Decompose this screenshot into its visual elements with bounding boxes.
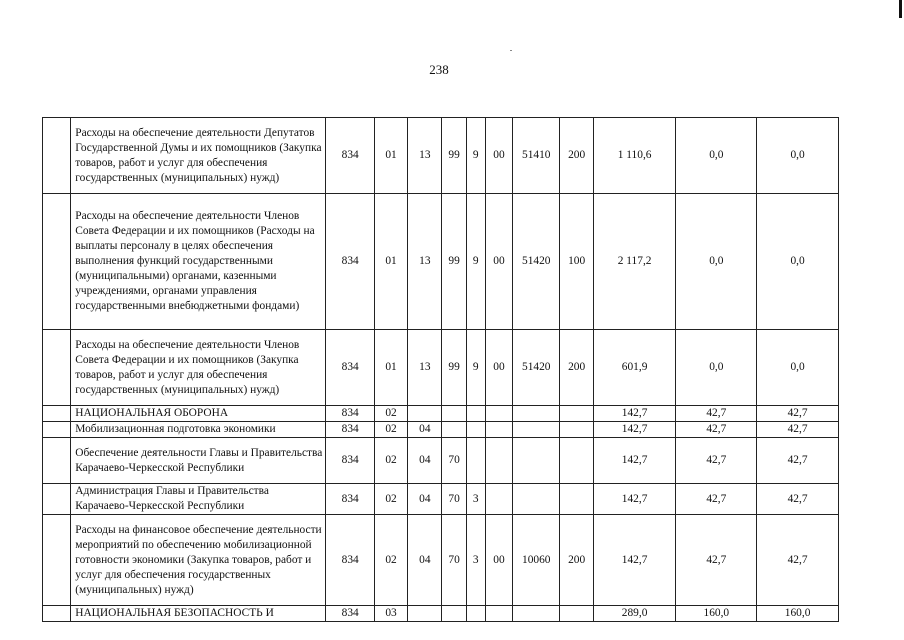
cell-value-1: 601,9 [593, 330, 676, 406]
cell-code4: 51420 [513, 194, 560, 330]
cell-vr: 100 [560, 194, 593, 330]
cell-grbs: 834 [326, 484, 374, 515]
cell-code3: 00 [485, 515, 512, 606]
row-name: Расходы на обеспечение деятельности Депутатов Государственной Думы и их помощников (Закупка товаров, работ и услуг для обеспечения государственных (муниципальных) нужд) [71, 118, 326, 194]
cell-grbs: 834 [326, 515, 374, 606]
cell-value-3: 160,0 [757, 606, 839, 622]
cell-code4 [513, 438, 560, 484]
cell-value-1: 142,7 [593, 406, 676, 422]
row-number-cell [43, 118, 71, 194]
cell-value-3: 0,0 [757, 330, 839, 406]
cell-value-2: 42,7 [676, 515, 757, 606]
row-name: Администрация Главы и Правительства Карачаево-Черкесской Республики [71, 484, 326, 515]
cell-value-2: 0,0 [676, 194, 757, 330]
cell-pr: 04 [408, 422, 442, 438]
cell-code3: 00 [485, 330, 512, 406]
cell-rz: 01 [374, 330, 407, 406]
cell-code4 [513, 606, 560, 622]
table-row [43, 484, 839, 515]
cell-value-3: 42,7 [757, 484, 839, 515]
cell-code1 [442, 606, 466, 622]
cell-value-2: 42,7 [676, 484, 757, 515]
cell-rz: 02 [374, 515, 407, 606]
cell-code2: 9 [466, 330, 485, 406]
cell-code2: 9 [466, 194, 485, 330]
cell-value-3: 42,7 [757, 438, 839, 484]
cell-code4: 51420 [513, 330, 560, 406]
cell-vr: 200 [560, 118, 593, 194]
cell-value-1: 1 110,6 [593, 118, 676, 194]
cell-value-3: 0,0 [757, 194, 839, 330]
row-name: Расходы на обеспечение деятельности Членов Совета Федерации и их помощников (Закупка товаров, работ и услуг для обеспечения государственных (муниципальных) нужд) [71, 330, 326, 406]
cell-code3 [485, 484, 512, 515]
cell-value-1: 289,0 [593, 606, 676, 622]
cell-pr: 04 [408, 484, 442, 515]
cell-code4: 51410 [513, 118, 560, 194]
cell-code2 [466, 422, 485, 438]
row-name: Расходы на финансовое обеспечение деятельности мероприятий по обеспечению мобилизационной готовности экономики (Закупка товаров, работ и услуг для обеспечения государственных (муниципальных) нужд) [71, 515, 326, 606]
cell-code2 [466, 406, 485, 422]
table-row [43, 422, 839, 438]
table-row [43, 438, 839, 484]
cell-code1: 70 [442, 438, 466, 484]
cell-grbs: 834 [326, 194, 374, 330]
cell-rz: 02 [374, 406, 407, 422]
cell-code4 [513, 406, 560, 422]
cell-vr [560, 438, 593, 484]
cell-value-3: 42,7 [757, 422, 839, 438]
cell-pr [408, 406, 442, 422]
table-row [43, 330, 839, 406]
cell-grbs: 834 [326, 330, 374, 406]
cell-pr: 04 [408, 438, 442, 484]
cell-code2: 9 [466, 118, 485, 194]
cell-vr [560, 484, 593, 515]
cell-code4: 10060 [513, 515, 560, 606]
cell-vr: 200 [560, 330, 593, 406]
cell-pr: 04 [408, 515, 442, 606]
cell-code1: 70 [442, 484, 466, 515]
cell-vr: 200 [560, 515, 593, 606]
cell-value-2: 160,0 [676, 606, 757, 622]
table-row [43, 406, 839, 422]
cell-grbs: 834 [326, 606, 374, 622]
table-row [43, 606, 839, 622]
row-number-cell [43, 422, 71, 438]
row-number-cell [43, 606, 71, 622]
row-name: Обеспечение деятельности Главы и Правительства Карачаево-Черкесской Республики [71, 438, 326, 484]
cell-vr [560, 606, 593, 622]
cell-value-2: 0,0 [676, 330, 757, 406]
cell-code1: 99 [442, 118, 466, 194]
cell-code3 [485, 438, 512, 484]
row-number-cell [43, 515, 71, 606]
row-number-cell [43, 406, 71, 422]
page-number: 238 [429, 62, 449, 77]
cell-vr [560, 406, 593, 422]
cell-code3: 00 [485, 118, 512, 194]
cell-code2 [466, 438, 485, 484]
table-row [43, 194, 839, 330]
cell-code1 [442, 406, 466, 422]
cell-code4 [513, 484, 560, 515]
cell-rz: 01 [374, 118, 407, 194]
cell-code3 [485, 606, 512, 622]
cell-code3 [485, 422, 512, 438]
cell-value-2: 42,7 [676, 406, 757, 422]
cell-code2: 3 [466, 484, 485, 515]
cell-value-1: 142,7 [593, 484, 676, 515]
cell-value-3: 42,7 [757, 406, 839, 422]
row-name: НАЦИОНАЛЬНАЯ БЕЗОПАСНОСТЬ И [71, 606, 326, 622]
cell-value-3: 0,0 [757, 118, 839, 194]
cell-code3: 00 [485, 194, 512, 330]
cell-code1: 70 [442, 515, 466, 606]
cell-value-3: 42,7 [757, 515, 839, 606]
cell-value-1: 142,7 [593, 438, 676, 484]
table-row [43, 515, 839, 606]
edge-mark [899, 0, 902, 18]
cell-pr: 13 [408, 330, 442, 406]
cell-value-2: 42,7 [676, 438, 757, 484]
cell-grbs: 834 [326, 118, 374, 194]
cell-code2 [466, 606, 485, 622]
cell-rz: 02 [374, 422, 407, 438]
cell-grbs: 834 [326, 406, 374, 422]
cell-code3 [485, 406, 512, 422]
cell-value-1: 142,7 [593, 422, 676, 438]
cell-grbs: 834 [326, 438, 374, 484]
row-name: Расходы на обеспечение деятельности Членов Совета Федерации и их помощников (Расходы на выплаты персоналу в целях обеспечения выполнения функций государственными (муниципальными) органами, казенными учреждениями, органами управления государственными внебюджетными фондами) [71, 194, 326, 330]
cell-code1: 99 [442, 194, 466, 330]
scan-dot [510, 50, 512, 51]
cell-code4 [513, 422, 560, 438]
cell-grbs: 834 [326, 422, 374, 438]
row-name: Мобилизационная подготовка экономики [71, 422, 326, 438]
cell-code2: 3 [466, 515, 485, 606]
budget-table [42, 117, 839, 622]
row-number-cell [43, 484, 71, 515]
row-number-cell [43, 194, 71, 330]
cell-vr [560, 422, 593, 438]
row-number-cell [43, 330, 71, 406]
table-body [43, 118, 839, 622]
cell-pr: 13 [408, 194, 442, 330]
cell-rz: 01 [374, 194, 407, 330]
cell-rz: 02 [374, 438, 407, 484]
row-number-cell [43, 438, 71, 484]
row-name: НАЦИОНАЛЬНАЯ ОБОРОНА [71, 406, 326, 422]
cell-pr: 13 [408, 118, 442, 194]
cell-code1: 99 [442, 330, 466, 406]
cell-pr [408, 606, 442, 622]
cell-value-1: 2 117,2 [593, 194, 676, 330]
table-row [43, 118, 839, 194]
cell-rz: 02 [374, 484, 407, 515]
cell-code1 [442, 422, 466, 438]
cell-rz: 03 [374, 606, 407, 622]
cell-value-2: 42,7 [676, 422, 757, 438]
cell-value-2: 0,0 [676, 118, 757, 194]
cell-value-1: 142,7 [593, 515, 676, 606]
